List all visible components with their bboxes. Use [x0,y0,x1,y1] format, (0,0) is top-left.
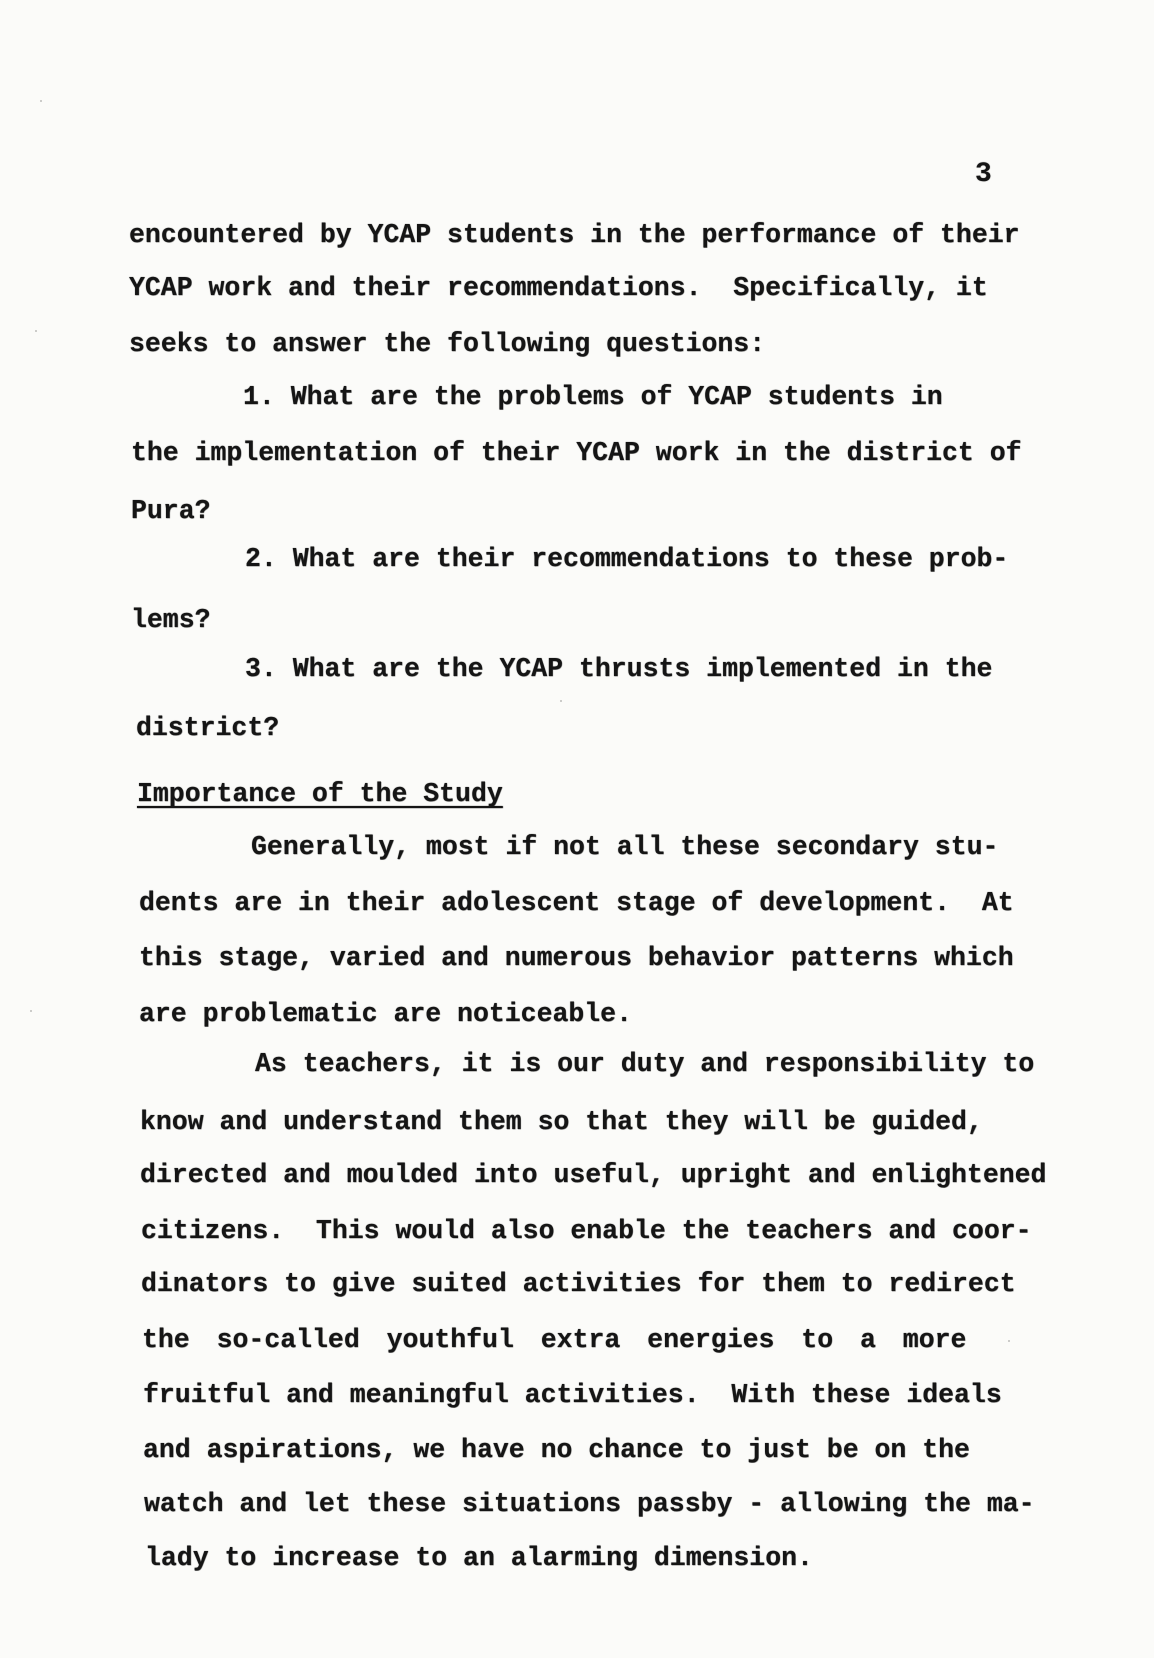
text-line: fruitful and meaningful activities. With these ideals [143,1380,1002,1410]
text-line: Generally, most if not all these secondary stu- [251,832,999,862]
text-line: dinators to give suited activities for them to redirect [141,1269,1016,1299]
scan-speck [560,700,562,702]
text-line: know and understand them so that they will be guided, [140,1107,983,1137]
text-line: As teachers, it is our duty and responsibility to [255,1049,1035,1079]
text-line: the so-called youthful extra energies to a more [142,1325,967,1355]
text-line: and aspirations, we have no chance to just be on the [143,1435,970,1465]
text-line: dents are in their adolescent stage of development. At [139,888,1014,918]
question-line: 2. What are their recommendations to these prob- [245,544,1009,574]
text-line: encountered by YCAP students in the performance of their [129,220,1020,250]
question-line: 3. What are the YCAP thrusts implemented in the [245,654,993,684]
question-line: the implementation of their YCAP work in the district of [131,438,1022,468]
text-line: this stage, varied and numerous behavior patterns which [139,943,1014,973]
scan-speck [1008,1340,1010,1342]
question-line: 1. What are the problems of YCAP students in [243,382,943,412]
page-number: 3 [975,159,992,190]
text-line: lady to increase to an alarming dimension. [145,1543,813,1573]
text-line: citizens. This would also enable the teachers and coor- [141,1216,1032,1246]
section-heading: Importance of the Study [137,779,503,809]
scan-speck [35,330,37,332]
question-line: lems? [131,605,211,635]
text-line: seeks to answer the following questions: [129,329,766,359]
text-line: directed and moulded into useful, upright and enlightened [140,1160,1047,1190]
text-line: watch and let these situations passby - allowing the ma- [144,1489,1035,1519]
text-line: YCAP work and their recommendations. Specifically, it [129,273,988,303]
text-line: are problematic are noticeable. [139,999,632,1029]
question-line: Pura? [131,496,211,526]
scan-speck [30,1010,32,1012]
scan-speck [40,100,42,102]
question-line: district? [136,713,280,743]
